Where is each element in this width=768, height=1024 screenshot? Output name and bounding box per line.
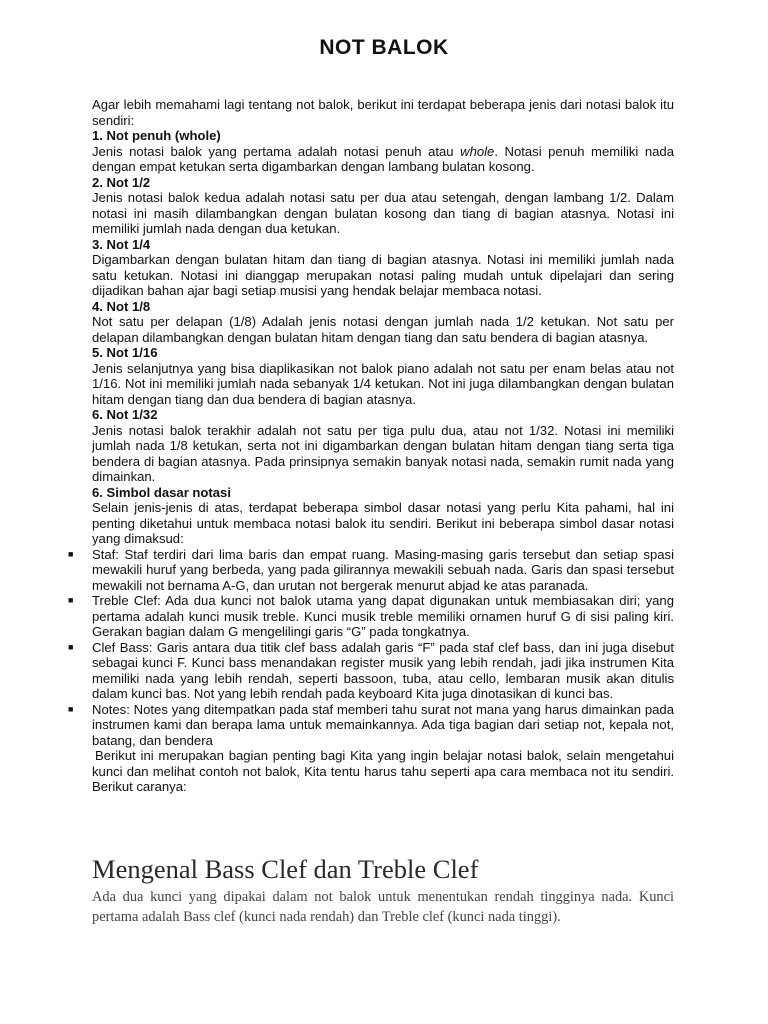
- section-heading-7: 6. Simbol dasar notasi: [92, 484, 231, 500]
- section-paragraph: Ada dua kunci yang dipakai dalam not balok untuk menentukan rendah tingginya nada. Kunci pertama adalah Bass clef (kunci nada rendah) dan Treble clef (kunci nada tinggi).: [92, 889, 674, 925]
- document-body: [68, 97, 674, 795]
- closing-paragraph: Berikut ini merupakan bagian penting bagi Kita yang ingin belajar notasi balok, selain mengetahui kunci dan melihat contoh not balok, Kita tentu harus tahu seperti apa cara membaca not itu sendiri. Berikut caranya:: [92, 748, 674, 794]
- section-text-1-part-a: Jenis notasi balok yang pertama adalah notasi penuh atau: [92, 143, 461, 159]
- section-text-6: Jenis notasi balok terakhir adalah not satu per tiga pulu dua, atau not 1/32. Notasi ini memiliki jumlah nada 1/8 ketukan, serta not ini digambarkan dengan bulatan hitam dengan tiang serta tiga bendera di bagian atasnya. Pada prinsipnya semakin banyak notasi nada, semakin rumit nada yang dimainkan.: [92, 422, 674, 484]
- section-heading-1: 1. Not penuh (whole): [92, 128, 221, 143]
- bullet-square-icon: ■: [68, 703, 74, 714]
- section-text-1: [92, 144, 674, 175]
- section-text-3: Digambarkan dengan bulatan hitam dan tiang di bagian atasnya. Notasi ini memiliki jumlah nada satu ketukan. Notasi ini dianggap merupakan notasi paling mudah untuk dipelajari dan sering dijadikan bahan ajar bagi setiap musisi yang hendak belajar membaca notasi.: [92, 252, 674, 298]
- section-text-2: Jenis notasi balok kedua adalah notasi satu per dua atau setengah, dengan lambang 1/2. Dalam notasi ini masih dilambangkan dengan bulatan kosong dan tiang di bagian atasnya. Notasi ini memiliki jumlah nada dengan dua ketukan.: [92, 190, 674, 236]
- bullet-square-icon: ■: [68, 641, 74, 652]
- section-text-4: Not satu per delapan (1/8) Adalah jenis notasi dengan jumlah nada 1/2 ketukan. Not satu per delapan dilambangkan dengan bulatan hitam dengan tiang dan satu bendera di bagian atasnya.: [92, 314, 674, 345]
- intro-paragraph: Agar lebih memahami lagi tentang not balok, berikut ini terdapat beberapa jenis dari notasi balok itu sendiri:: [92, 97, 674, 128]
- section-heading-2: 2. Not 1/2: [92, 174, 151, 190]
- list-item-text: Staf: Staf terdiri dari lima baris dan empat ruang. Masing-masing garis tersebut dan setiap spasi mewakili huruf yang berbeda, yang pada gilirannya mewakili sebuah nada. Garis dan spasi tersebut mewakili not bernama A-G, dan urutan not bergerak menurut abjad ke atas paranada.: [92, 546, 674, 593]
- section-text-1-part-b: . Notasi penuh memiliki nada dengan empat ketukan serta digambarkan dengan lambang bulatan kosong.: [92, 143, 674, 174]
- list-item-text: Treble Clef: Ada dua kunci not balok utama yang dapat digunakan untuk membiasakan diri; yang pertama adalah kunci musik treble. Kunci musik treble memiliki ornamen huruf G di sisi paling kiri. Gerakan bagian dalam G mengelilingi garis “G” pada tongkatnya.: [92, 593, 674, 639]
- section-text-7: Selain jenis-jenis di atas, terdapat beberapa simbol dasar notasi yang perlu Kita pahami, hal ini penting diketahui untuk membaca notasi balok itu sendiri. Berikut ini beberapa simbol dasar notasi yang dimaksud:: [92, 500, 674, 546]
- section-heading-3: 3. Not 1/4: [92, 236, 151, 252]
- section-text-5: Jenis selanjutnya yang bisa diaplikasikan not balok piano adalah not satu per enam belas atau not 1/16. Not ini memiliki jumlah nada sebanyak 1/4 ketukan. Not ini juga dilambangkan dengan bulatan hitam dengan tiang dan dua bendera di bagian atasnya.: [92, 360, 674, 407]
- page-title: NOT BALOK: [319, 36, 449, 59]
- list-item-text: Clef Bass: Garis antara dua titik clef bass adalah garis “F” pada staf clef bass, dan ini juga disebut sebagai kunci F. Kunci bass menandakan register musik yang lebih rendah, jadi jika instrumen Kita memiliki nada yang lebih rendah, seperti bassoon, tuba, atau cello, lembaran musik akan ditulis dalam kunci bas. Not yang lebih rendah pada keyboard Kita juga dinotasikan di kunci bas.: [92, 639, 674, 701]
- list-item: [68, 701, 674, 749]
- bullet-square-icon: ■: [68, 548, 74, 559]
- list-item: [68, 639, 674, 702]
- section-heading-6: 6. Not 1/32: [92, 407, 158, 422]
- section-heading-5: 5. Not 1/16: [92, 345, 158, 360]
- section-title: Mengenal Bass Clef dan Treble Clef: [92, 854, 479, 884]
- list-item: [68, 593, 674, 640]
- list-item-text: Notes: Notes yang ditempatkan pada staf memberi tahu surat not mana yang harus dimainkan pada instrumen kami dan berapa lama untuk memainkannya. Ada tiga bagian dari setiap not, kepala not, batang, dan bendera: [92, 701, 674, 748]
- symbol-list: [68, 546, 674, 749]
- bullet-square-icon: ■: [68, 595, 74, 605]
- section-text-1-emphasis: whole: [460, 143, 495, 159]
- section-heading-4: 4. Not 1/8: [92, 298, 151, 314]
- list-item: [68, 546, 674, 594]
